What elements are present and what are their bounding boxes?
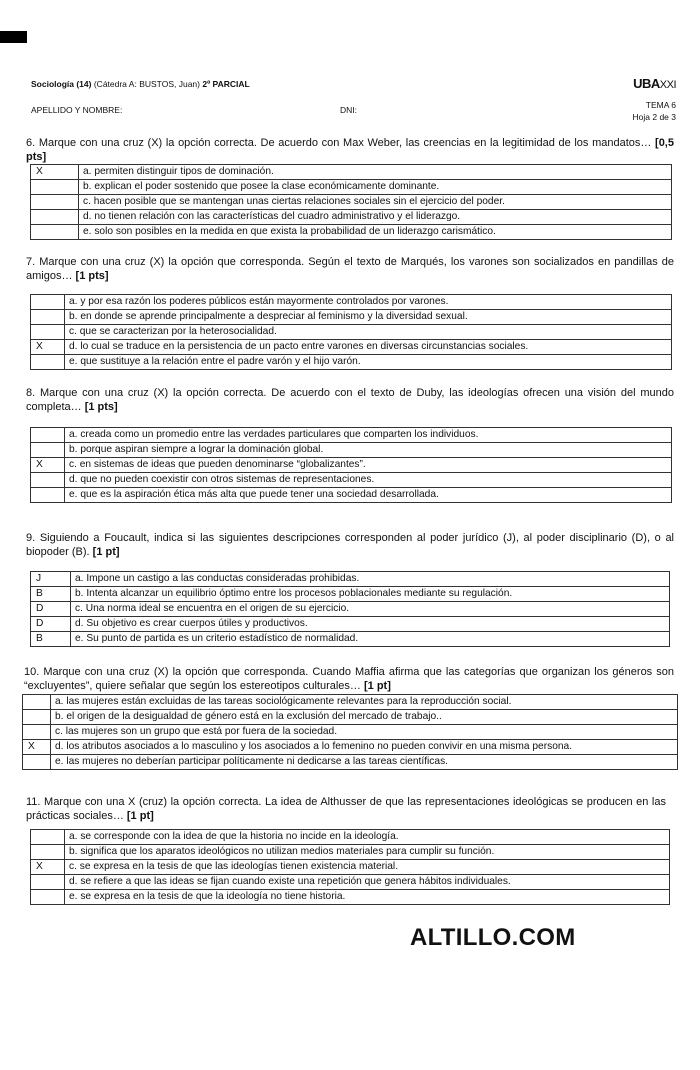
options-table-7 bbox=[30, 294, 672, 370]
options-table-8 bbox=[30, 427, 672, 503]
option-text: d. los atributos asociados a lo masculino y los asociados a lo femenino no pueden convivir en una misma persona. bbox=[51, 740, 678, 755]
option-text: e. que sustituye a la relación entre el padre varón y el hijo varón. bbox=[65, 355, 672, 370]
options-table-11 bbox=[30, 829, 670, 905]
answer-mark bbox=[31, 225, 79, 240]
answer-mark bbox=[23, 755, 51, 770]
answer-mark bbox=[31, 488, 65, 503]
table-row bbox=[23, 710, 678, 725]
altillo-watermark[interactable]: ALTILLO.COM bbox=[410, 924, 576, 951]
option-text: e. Su punto de partida es un criterio estadístico de normalidad. bbox=[71, 632, 670, 647]
option-text: d. no tienen relación con las características del cuadro administrativo y el liderazgo. bbox=[79, 210, 672, 225]
apellido-label: APELLIDO Y NOMBRE: bbox=[31, 105, 123, 115]
answer-mark: B bbox=[31, 587, 71, 602]
table-row bbox=[31, 443, 672, 458]
answer-mark: J bbox=[31, 572, 71, 587]
question-text: 10. Marque con una cruz (X) la opción que corresponda. Cuando Maffia afirma que las categorías que organizan los géneros son “excluyentes”, quiere señalar que según los estereotipos culturales… bbox=[24, 666, 674, 692]
table-row bbox=[31, 890, 670, 905]
option-text: c. las mujeres son un grupo que está por fuera de la sociedad. bbox=[51, 725, 678, 740]
course-name: Sociología (14) bbox=[31, 79, 92, 89]
question-points: [1 pts] bbox=[84, 401, 118, 413]
table-row bbox=[31, 210, 672, 225]
table-row bbox=[31, 587, 670, 602]
logo-main: UBA bbox=[633, 76, 660, 91]
option-text: e. se expresa en la tesis de que la ideología no tiene historia. bbox=[65, 890, 670, 905]
answer-mark bbox=[31, 295, 65, 310]
answer-mark: X bbox=[23, 740, 51, 755]
table-row bbox=[31, 428, 672, 443]
option-text: a. Impone un castigo a las conductas consideradas prohibidas. bbox=[71, 572, 670, 587]
answer-mark bbox=[31, 210, 79, 225]
option-text: b. porque aspiran siempre a lograr la dominación global. bbox=[65, 443, 672, 458]
answer-mark bbox=[31, 875, 65, 890]
question-points: [1 pts] bbox=[75, 270, 109, 282]
table-row bbox=[31, 355, 672, 370]
answer-mark bbox=[31, 890, 65, 905]
answer-mark bbox=[31, 443, 65, 458]
question-text: 7. Marque con una cruz (X) la opción que corresponda. Según el texto de Marqués, los varones son socializados en pandillas de amigos… bbox=[26, 256, 674, 282]
table-row bbox=[31, 325, 672, 340]
table-row bbox=[31, 860, 670, 875]
answer-mark bbox=[31, 355, 65, 370]
option-text: e. solo son posibles en la medida en que exista la probabilidad de un liderazgo carismático. bbox=[79, 225, 672, 240]
option-text: b. Intenta alcanzar un equilibrio óptimo entre los procesos poblacionales mediante su regulación. bbox=[71, 587, 670, 602]
tema-block bbox=[633, 99, 676, 123]
answer-mark: X bbox=[31, 165, 79, 180]
answer-mark: D bbox=[31, 617, 71, 632]
question-10 bbox=[24, 665, 674, 693]
option-text: d. que no pueden coexistir con otros sistemas de representaciones. bbox=[65, 473, 672, 488]
option-text: e. que es la aspiración ética más alta que puede tener una sociedad desarrollada. bbox=[65, 488, 672, 503]
table-row bbox=[31, 180, 672, 195]
option-text: c. en sistemas de ideas que pueden denominarse “globalizantes”. bbox=[65, 458, 672, 473]
table-row bbox=[23, 755, 678, 770]
question-points: [1 pt] bbox=[126, 810, 154, 822]
tema-label: TEMA 6 bbox=[645, 100, 676, 110]
question-6 bbox=[26, 136, 674, 164]
answer-mark: X bbox=[31, 860, 65, 875]
answer-mark: X bbox=[31, 458, 65, 473]
answer-mark bbox=[31, 428, 65, 443]
answer-mark: B bbox=[31, 632, 71, 647]
table-row bbox=[31, 830, 670, 845]
table-row bbox=[31, 617, 670, 632]
option-text: a. permiten distinguir tipos de dominación. bbox=[79, 165, 672, 180]
table-row bbox=[31, 310, 672, 325]
table-row bbox=[31, 632, 670, 647]
option-text: a. se corresponde con la idea de que la historia no incide en la ideología. bbox=[65, 830, 670, 845]
option-text: c. que se caracterizan por la heterosocialidad. bbox=[65, 325, 672, 340]
course-chair: (Cátedra A: BUSTOS, Juan) bbox=[93, 79, 200, 89]
answer-mark bbox=[31, 845, 65, 860]
table-row bbox=[31, 845, 670, 860]
table-row bbox=[31, 195, 672, 210]
hoja-label: Hoja 2 de 3 bbox=[632, 112, 676, 122]
question-9 bbox=[26, 531, 674, 559]
table-row bbox=[31, 602, 670, 617]
options-table-10 bbox=[22, 694, 678, 770]
table-row bbox=[31, 488, 672, 503]
table-row bbox=[31, 225, 672, 240]
question-8 bbox=[26, 386, 674, 414]
exam-name: 2º PARCIAL bbox=[202, 79, 250, 89]
question-points: [1 pt] bbox=[92, 546, 120, 558]
answer-mark bbox=[23, 695, 51, 710]
option-text: a. y por esa razón los poderes públicos están mayormente controlados por varones. bbox=[65, 295, 672, 310]
answer-mark bbox=[31, 473, 65, 488]
option-text: b. significa que los aparatos ideológicos no utilizan medios materiales para cumplir su función. bbox=[65, 845, 670, 860]
table-row bbox=[31, 875, 670, 890]
option-text: a. creada como un promedio entre las verdades particulares que comparten los individuos. bbox=[65, 428, 672, 443]
option-text: b. explican el poder sostenido que posee la clase económicamente dominante. bbox=[79, 180, 672, 195]
black-corner-mark bbox=[0, 31, 27, 43]
answer-mark bbox=[23, 710, 51, 725]
answer-mark bbox=[31, 325, 65, 340]
table-row bbox=[31, 295, 672, 310]
answer-mark bbox=[31, 830, 65, 845]
question-text: 6. Marque con una cruz (X) la opción correcta. De acuerdo con Max Weber, las creencias en la legitimidad de los mandatos… bbox=[26, 137, 652, 149]
course-header bbox=[31, 79, 250, 89]
table-row bbox=[31, 165, 672, 180]
answer-mark bbox=[23, 725, 51, 740]
option-text: d. Su objetivo es crear cuerpos útiles y productivos. bbox=[71, 617, 670, 632]
question-11 bbox=[26, 795, 666, 823]
options-table-9 bbox=[30, 571, 670, 647]
option-text: c. se expresa en la tesis de que las ideologías tienen existencia material. bbox=[65, 860, 670, 875]
table-row bbox=[31, 458, 672, 473]
option-text: c. hacen posible que se mantengan unas ciertas relaciones sociales sin el ejercicio del poder. bbox=[79, 195, 672, 210]
question-points: [0,5 pts] bbox=[26, 137, 674, 163]
option-text: e. las mujeres no deberían participar políticamente ni dedicarse a las tareas científicas. bbox=[51, 755, 678, 770]
question-text: 8. Marque con una cruz (X) la opción correcta. De acuerdo con el texto de Duby, las ideologías ofrecen una visión del mundo completa… bbox=[26, 387, 674, 413]
answer-mark bbox=[31, 195, 79, 210]
options-table-6 bbox=[30, 164, 672, 240]
dni-label: DNI: bbox=[340, 105, 357, 115]
uba-logo bbox=[633, 76, 676, 91]
option-text: d. se refiere a que las ideas se fijan cuando existe una repetición que genera hábitos individuales. bbox=[65, 875, 670, 890]
question-text: 11. Marque con una X (cruz) la opción correcta. La idea de Althusser de que las representaciones ideológicas se producen en las prácticas sociales… bbox=[26, 796, 666, 822]
table-row bbox=[31, 340, 672, 355]
table-row bbox=[31, 572, 670, 587]
logo-suffix: XXI bbox=[659, 79, 676, 91]
question-7 bbox=[26, 255, 674, 283]
question-text: 9. Siguiendo a Foucault, indica si las siguientes descripciones corresponden al poder jurídico (J), al poder disciplinario (D), o al biopoder (B). bbox=[26, 532, 674, 558]
answer-mark bbox=[31, 310, 65, 325]
option-text: a. las mujeres están excluidas de las tareas sociológicamente relevantes para la reproducción social. bbox=[51, 695, 678, 710]
table-row bbox=[23, 725, 678, 740]
table-row bbox=[23, 740, 678, 755]
question-points: [1 pt] bbox=[363, 680, 391, 692]
answer-mark: D bbox=[31, 602, 71, 617]
table-row bbox=[23, 695, 678, 710]
option-text: b. en donde se aprende principalmente a despreciar al feminismo y la diversidad sexual. bbox=[65, 310, 672, 325]
answer-mark bbox=[31, 180, 79, 195]
table-row bbox=[31, 473, 672, 488]
option-text: d. lo cual se traduce en la persistencia de un pacto entre varones en diversas circunstancias sociales. bbox=[65, 340, 672, 355]
option-text: b. el origen de la desigualdad de género está en la exclusión del mercado de trabajo.. bbox=[51, 710, 678, 725]
option-text: c. Una norma ideal se encuentra en el origen de su ejercicio. bbox=[71, 602, 670, 617]
answer-mark: X bbox=[31, 340, 65, 355]
